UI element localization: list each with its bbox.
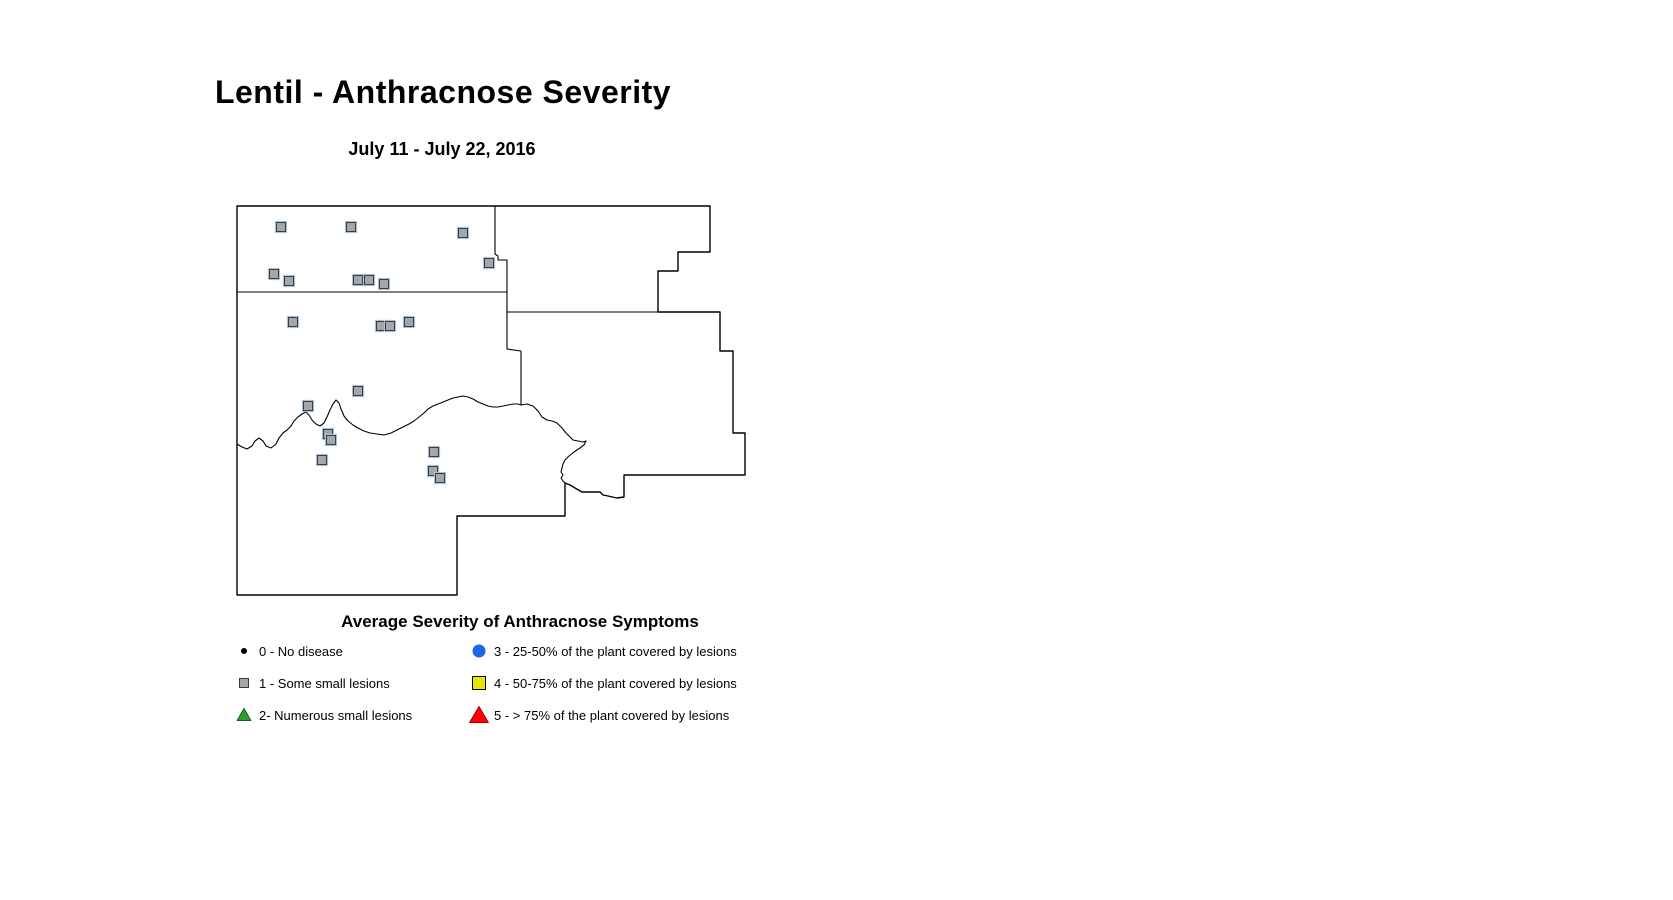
lesions-over-75-triangle-icon <box>464 704 494 726</box>
legend-item-label: 2- Numerous small lesions <box>259 707 413 723</box>
lesions-25-50-circle-icon <box>464 640 494 662</box>
severity-1-map-marker <box>405 318 414 327</box>
lesions-50-75-square-icon <box>464 672 494 694</box>
square-glyph <box>240 679 249 688</box>
legend-item-4 <box>464 671 737 695</box>
severity-1-map-marker <box>459 229 468 238</box>
river <box>237 396 586 483</box>
severity-1-map-marker <box>354 276 363 285</box>
no-disease-dot-icon <box>229 640 259 662</box>
triangle-glyph <box>470 707 489 723</box>
circle-glyph <box>473 645 485 657</box>
severity-1-map-marker <box>318 456 327 465</box>
severity-1-map-marker <box>289 318 298 327</box>
numerous-small-lesions-triangle-icon <box>229 704 259 726</box>
legend-item-0 <box>229 639 343 663</box>
square-glyph <box>473 677 486 690</box>
some-small-lesions-square-icon <box>229 672 259 694</box>
legend-title: Average Severity of Anthracnose Symptoms <box>341 612 699 631</box>
severity-1-map-marker <box>304 402 313 411</box>
legend-item-label: 4 - 50-75% of the plant covered by lesions <box>494 675 737 691</box>
district-line-vertical <box>495 206 521 405</box>
triangle-glyph <box>237 709 251 721</box>
severity-1-map-marker <box>354 387 363 396</box>
legend-item-label: 0 - No disease <box>259 643 343 659</box>
legend-item-3 <box>464 639 737 663</box>
legend-item-5 <box>464 703 729 727</box>
severity-1-map-marker <box>485 259 494 268</box>
severity-1-map-marker <box>436 474 445 483</box>
legend-item-2 <box>229 703 412 727</box>
legend-item-label: 5 - > 75% of the plant covered by lesions <box>494 707 730 723</box>
severity-1-map-marker <box>277 223 286 232</box>
page-title: Lentil - Anthracnose Severity <box>214 74 672 110</box>
severity-1-map-marker <box>285 277 294 286</box>
dot-glyph <box>242 649 247 654</box>
severity-1-map-marker <box>270 270 279 279</box>
legend-item-label: 3 - 25-50% of the plant covered by lesions <box>494 643 737 659</box>
severity-1-map-marker <box>380 280 389 289</box>
severity-1-map-marker <box>430 448 439 457</box>
legend-item-1 <box>229 671 390 695</box>
date-range-subtitle: July 11 - July 22, 2016 <box>348 139 536 159</box>
severity-1-map-marker <box>327 436 336 445</box>
severity-1-map-marker <box>347 223 356 232</box>
severity-1-map-marker <box>386 322 395 331</box>
severity-1-map-marker <box>365 276 374 285</box>
legend-item-label: 1 - Some small lesions <box>259 675 390 691</box>
